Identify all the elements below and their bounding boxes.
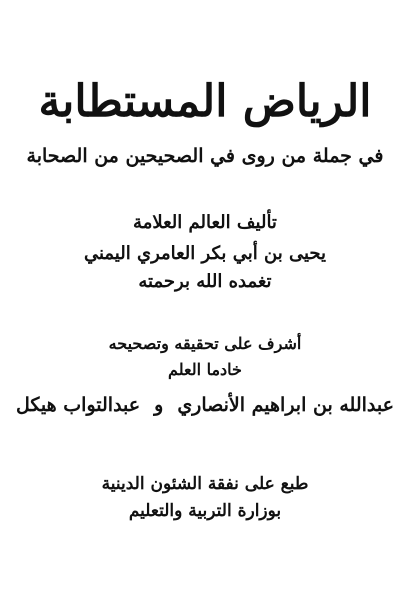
publisher-line: طبع على نفقة الشئون الدينية xyxy=(101,474,309,494)
editor-first: عبدالله بن ابراهيم الأنصاري xyxy=(177,394,394,416)
editor-second: عبدالتواب هيكل xyxy=(16,394,141,416)
editors-conjunction: و xyxy=(154,394,164,416)
editors-line xyxy=(0,394,410,416)
publisher-ministry: بوزارة التربية والتعليم xyxy=(128,501,282,521)
supervision-line: أشرف على تحقيقه وتصحيحه xyxy=(108,334,302,353)
author-name: يحيى بن أبي بكر العامري اليمني xyxy=(83,243,327,264)
book-title: الرياض المستطابة xyxy=(38,76,372,127)
supervision-role: خادما العلم xyxy=(168,360,242,379)
book-subtitle: في جملة من روى في الصحيحين من الصحابة xyxy=(26,145,384,167)
author-blessing: تغمده الله برحمته xyxy=(138,271,272,292)
author-intro: تأليف العالم العلامة xyxy=(133,212,277,233)
